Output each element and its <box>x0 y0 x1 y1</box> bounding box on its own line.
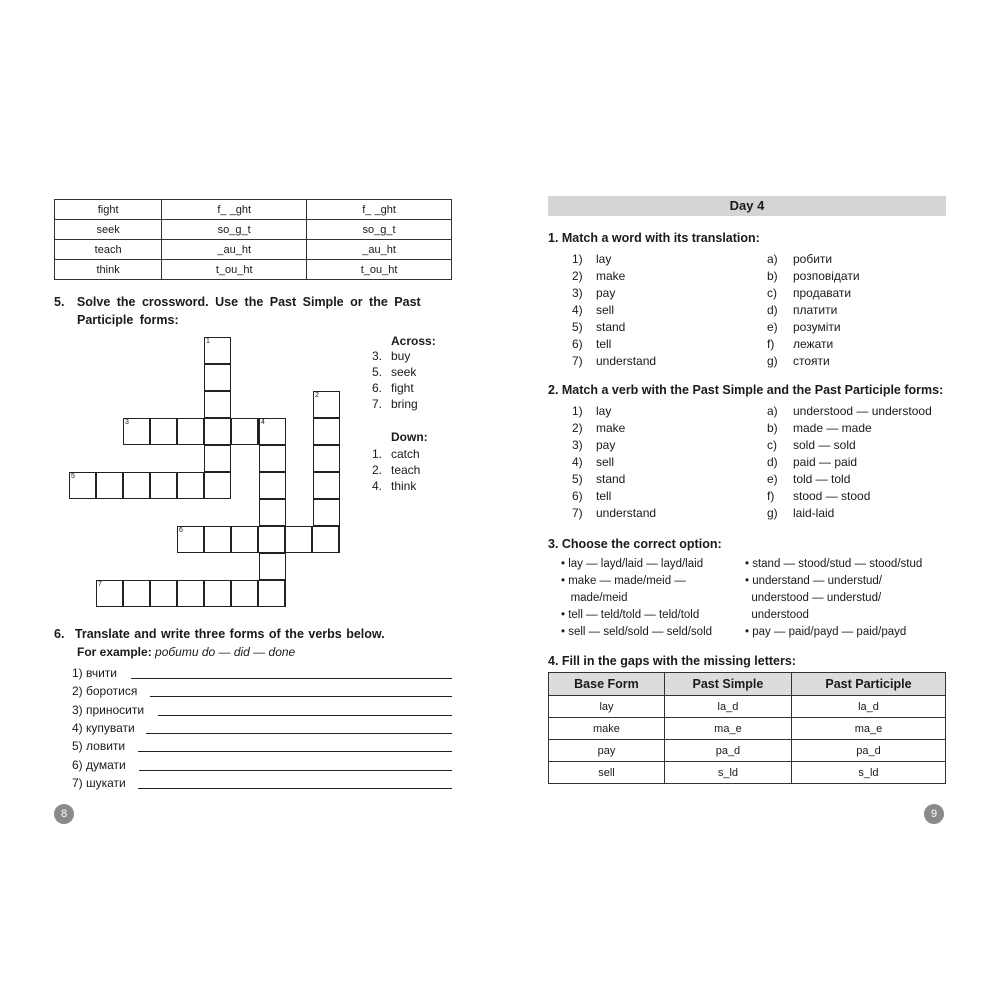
task1-title: 1. Match a word with its translation: <box>548 231 760 245</box>
list-item <box>767 488 870 504</box>
task5-text-line1: Solve the crossword. Use the Past Simple or the Past <box>76 295 421 309</box>
crossword-cell <box>177 418 204 445</box>
table-cell: s_ld <box>791 762 945 784</box>
clue-item <box>372 380 414 396</box>
list-item-text: understood — understood <box>793 404 932 418</box>
list-item-text: стояти <box>793 354 830 368</box>
list-item <box>572 420 625 436</box>
crossword-cell <box>204 364 231 391</box>
clue-number: 7. <box>372 397 383 411</box>
list-item-number: e) <box>767 472 778 486</box>
list-item-text: продавати <box>793 286 852 300</box>
task5-heading-line2: Participle forms: <box>77 313 179 327</box>
option-line: understood <box>745 609 809 621</box>
clue-word: catch <box>391 447 420 461</box>
list-item-text: tell <box>596 489 612 503</box>
clue-item <box>372 462 420 478</box>
list-item <box>572 454 614 470</box>
list-item-number: d) <box>767 455 778 469</box>
crossword-cell <box>204 418 231 445</box>
table-row <box>55 260 452 280</box>
crossword-cell <box>177 472 204 499</box>
table-header-cell: Past Participle <box>791 673 945 696</box>
crossword-cell <box>150 472 177 499</box>
list-item-number: f) <box>767 337 775 351</box>
list-item <box>767 251 832 267</box>
table-cell: s_ld <box>664 762 791 784</box>
clue-word: teach <box>391 463 421 477</box>
list-item-text: stood — stood <box>793 489 871 503</box>
crossword-cell <box>96 472 123 499</box>
day-title-bar: Day 4 <box>548 196 946 216</box>
list-item <box>572 488 611 504</box>
list-item-number: 4) <box>572 455 583 469</box>
list-item <box>767 285 851 301</box>
table-cell: pa_d <box>791 740 945 762</box>
crossword-cell <box>258 526 285 553</box>
option-line: • sell — seld/sold — seld/sold <box>561 626 713 638</box>
answer-line <box>146 733 452 734</box>
crossword-cell <box>204 472 231 499</box>
table-cell: _au_ht <box>162 240 307 260</box>
list-item-text: understand <box>596 354 657 368</box>
list-item-text: make <box>596 269 626 283</box>
list-item <box>572 302 614 318</box>
list-item-number: 3) <box>572 286 583 300</box>
answer-line <box>158 715 452 716</box>
list-item <box>572 353 656 369</box>
clue-word: seek <box>391 365 417 379</box>
translate-item-label: 1) вчити <box>72 666 117 680</box>
crossword-cell <box>231 526 258 553</box>
task6-example <box>77 644 295 660</box>
verb-forms-table-top <box>54 199 452 280</box>
table-cell: so_g_t <box>307 220 452 240</box>
list-item-number: b) <box>767 421 778 435</box>
list-item <box>767 437 856 453</box>
list-item-number: g) <box>767 506 778 520</box>
clue-word: fight <box>391 381 414 395</box>
table-cell: fight <box>55 200 162 220</box>
crossword-cell <box>123 580 150 607</box>
crossword-cell-number: 6 <box>179 527 183 534</box>
clue-word: bring <box>391 397 418 411</box>
list-item <box>767 353 830 369</box>
table-cell: _au_ht <box>307 240 452 260</box>
list-item-number: f) <box>767 489 775 503</box>
clue-word: buy <box>391 349 411 363</box>
clue-item <box>372 348 410 364</box>
table-row <box>55 240 452 260</box>
list-item-number: a) <box>767 404 778 418</box>
list-item-number: 1) <box>572 404 583 418</box>
list-item-number: c) <box>767 286 777 300</box>
crossword-cell <box>258 580 285 607</box>
list-item-text: tell <box>596 337 612 351</box>
list-item-text: робити <box>793 252 833 266</box>
crossword-cell <box>313 499 340 526</box>
task6-number: 6. <box>54 627 65 641</box>
list-item <box>767 268 860 284</box>
list-item-text: paid — paid <box>793 455 858 469</box>
table-row <box>549 762 946 784</box>
task6-heading <box>54 625 385 643</box>
list-item-text: sell <box>596 455 615 469</box>
option-line: • tell — teld/told — teld/told <box>561 609 700 621</box>
table-cell: think <box>55 260 162 280</box>
translate-item-label: 6) думати <box>72 757 126 772</box>
list-item-number: a) <box>767 252 778 266</box>
list-item <box>572 319 625 335</box>
clue-number: 6. <box>372 381 383 395</box>
clue-number: 5. <box>372 365 383 379</box>
example-label: For example: <box>77 645 152 659</box>
table-cell: f_ _ght <box>162 200 307 220</box>
table-cell: lay <box>549 696 665 718</box>
answer-line <box>139 770 452 771</box>
task6-title: Translate and write three forms of the verbs below. <box>74 627 385 641</box>
option-line: understood — understud/ <box>745 592 882 604</box>
missing-letters-table <box>548 672 946 784</box>
page-number-left: 8 <box>54 804 74 824</box>
list-item-text: розуміти <box>793 320 841 334</box>
table-cell: pa_d <box>664 740 791 762</box>
list-item-text: pay <box>596 438 616 452</box>
table-cell: pay <box>549 740 665 762</box>
crossword-cell <box>123 472 150 499</box>
list-item-number: 5) <box>572 472 583 486</box>
table-row <box>549 696 946 718</box>
option-line: • lay — layd/laid — layd/laid <box>561 558 704 570</box>
task5-heading <box>54 293 421 311</box>
table-cell: f_ _ght <box>307 200 452 220</box>
list-item-number: 2) <box>572 421 583 435</box>
list-item <box>767 403 932 419</box>
list-item <box>572 403 611 419</box>
option-line: • pay — paid/payd — paid/payd <box>745 626 907 638</box>
list-item <box>572 471 625 487</box>
table-cell: la_d <box>664 696 791 718</box>
crossword-cell-number: 7 <box>98 581 102 588</box>
translate-item-label: 2) боротися <box>72 684 138 699</box>
example-value: робити do — did — done <box>155 645 296 659</box>
crossword-cell <box>204 391 231 418</box>
task2-title: 2. Match a verb with the Past Simple and the Past Participle forms: <box>548 383 944 397</box>
list-item <box>767 420 872 436</box>
crossword-cell-number: 4 <box>261 419 265 426</box>
clue-number: 4. <box>372 479 383 493</box>
crossword-cell <box>259 499 286 526</box>
list-item-number: 1) <box>572 252 583 266</box>
list-item-number: 2) <box>572 269 583 283</box>
clue-item <box>372 478 416 494</box>
translate-item-label: 3) приносити <box>72 702 145 717</box>
crossword-cell <box>259 472 286 499</box>
table-header-cell: Past Simple <box>664 673 791 696</box>
list-item <box>767 454 857 470</box>
table-row <box>55 200 452 220</box>
list-item <box>572 505 656 521</box>
table-cell: seek <box>55 220 162 240</box>
task3-title: 3. Choose the correct option: <box>548 537 722 551</box>
page-number-right: 9 <box>924 804 944 824</box>
crossword-cell-number: 5 <box>71 473 75 480</box>
crossword-cell <box>150 418 177 445</box>
list-item-text: лежати <box>793 337 834 351</box>
table-row <box>55 220 452 240</box>
list-item-number: 7) <box>572 354 583 368</box>
list-item <box>767 319 841 335</box>
clue-item <box>372 446 420 462</box>
option-line: • understand — understud/ <box>745 575 883 587</box>
list-item-text: платити <box>793 303 838 317</box>
list-item-number: 6) <box>572 489 583 503</box>
clue-item <box>372 396 418 412</box>
list-item-text: told — told <box>793 472 851 486</box>
list-item <box>572 268 625 284</box>
crossword-cell <box>204 526 231 553</box>
list-item-text: sold — sold <box>793 438 856 452</box>
list-item-number: d) <box>767 303 778 317</box>
answer-line <box>150 696 452 697</box>
table-cell: ma_e <box>664 718 791 740</box>
down-title: Down: <box>391 430 428 444</box>
list-item <box>572 285 615 301</box>
list-item-number: 5) <box>572 320 583 334</box>
list-item-number: 3) <box>572 438 583 452</box>
clue-number: 2. <box>372 463 383 477</box>
crossword-cell <box>312 526 339 553</box>
crossword-cell <box>231 418 258 445</box>
option-line: • stand — stood/stud — stood/stud <box>745 558 923 570</box>
crossword-cell <box>259 553 286 580</box>
crossword-cell <box>285 526 312 553</box>
list-item <box>767 336 833 352</box>
answer-line <box>131 678 452 679</box>
list-item-text: lay <box>596 252 612 266</box>
list-item-number: c) <box>767 438 777 452</box>
list-item-text: laid-laid <box>793 506 835 520</box>
crossword-cell <box>177 580 204 607</box>
answer-line <box>138 751 452 752</box>
across-title: Across: <box>391 334 436 348</box>
crossword-cell-number: 1 <box>206 338 210 345</box>
list-item-text: stand <box>596 320 626 334</box>
clue-word: think <box>391 479 417 493</box>
clue-number: 1. <box>372 447 383 461</box>
list-item-text: make <box>596 421 626 435</box>
crossword-cell <box>150 580 177 607</box>
list-item-number: g) <box>767 354 778 368</box>
task4-title: 4. Fill in the gaps with the missing letters: <box>548 654 796 668</box>
clue-item <box>372 364 416 380</box>
crossword-cell <box>204 445 231 472</box>
clue-number: 3. <box>372 349 383 363</box>
table-row <box>549 718 946 740</box>
crossword-cell <box>259 445 286 472</box>
crossword-cell <box>204 580 231 607</box>
crossword-cell-number: 3 <box>125 419 129 426</box>
list-item-text: stand <box>596 472 626 486</box>
list-item-text: pay <box>596 286 616 300</box>
table-cell: make <box>549 718 665 740</box>
option-line: • make — made/meid — <box>561 575 686 587</box>
list-item-text: розповідати <box>793 269 860 283</box>
list-item <box>767 302 837 318</box>
list-item-number: 7) <box>572 506 583 520</box>
table-cell: t_ou_ht <box>307 260 452 280</box>
crossword-cell <box>313 472 340 499</box>
table-cell: teach <box>55 240 162 260</box>
table-row <box>549 740 946 762</box>
list-item-text: made — made <box>793 421 872 435</box>
list-item-text: understand <box>596 506 657 520</box>
list-item <box>767 505 834 521</box>
list-item-number: 6) <box>572 337 583 351</box>
crossword-cell <box>313 445 340 472</box>
list-item-number: e) <box>767 320 778 334</box>
table-cell: ma_e <box>791 718 945 740</box>
table-cell: sell <box>549 762 665 784</box>
list-item <box>572 437 615 453</box>
list-item-text: lay <box>596 404 612 418</box>
translate-item-label: 4) купувати <box>72 720 135 735</box>
translate-item-label: 5) ловити <box>72 739 126 754</box>
option-line: made/meid <box>561 592 628 604</box>
table-header-cell: Base Form <box>549 673 665 696</box>
translate-item-label: 7) шукати <box>72 775 126 790</box>
table-cell: t_ou_ht <box>162 260 307 280</box>
list-item <box>572 336 611 352</box>
crossword-cell <box>231 580 258 607</box>
task5-number: 5. <box>54 295 65 309</box>
list-item <box>767 471 850 487</box>
list-item-number: 4) <box>572 303 583 317</box>
crossword-cell-number: 2 <box>315 392 319 399</box>
answer-line <box>138 788 452 789</box>
table-cell: so_g_t <box>162 220 307 240</box>
crossword-cell <box>313 418 340 445</box>
table-cell: la_d <box>791 696 945 718</box>
list-item <box>572 251 611 267</box>
list-item-number: b) <box>767 269 778 283</box>
list-item-text: sell <box>596 303 615 317</box>
